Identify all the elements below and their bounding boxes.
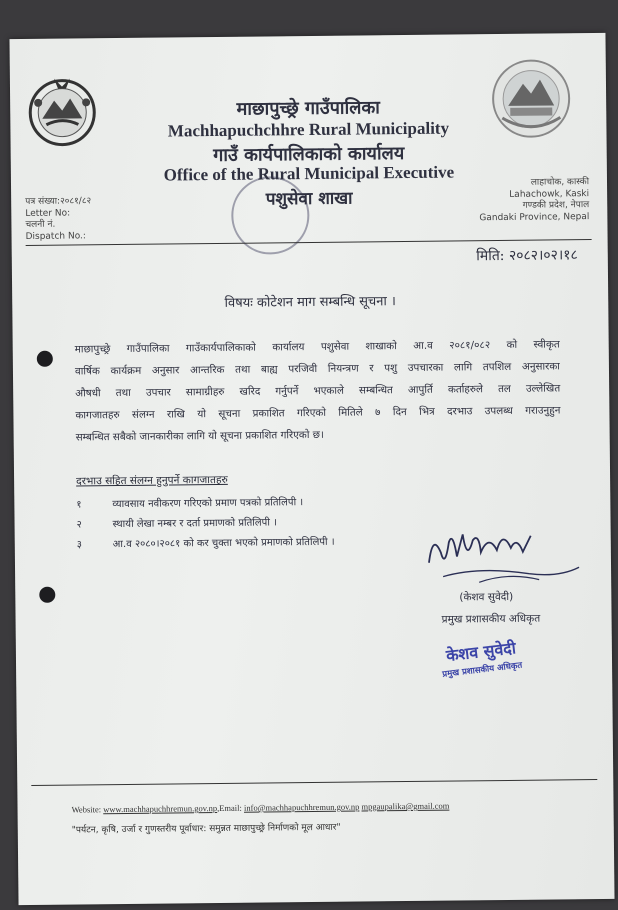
documents-heading: दरभाउ सहित संलग्न हुनुपर्ने कागजातहरु <box>76 473 228 488</box>
website-label: Website: <box>71 804 102 815</box>
letter-paper <box>9 33 614 905</box>
address-line1-nepali: लाहाचोक, कास्की <box>530 177 590 188</box>
punch-hole-top <box>37 351 53 367</box>
letter-date: मिति: २०८२।०२।१८ <box>476 247 578 265</box>
document-item-text: आ.व २०८०।२०८१ को कर चुक्ता भएको प्रमाणको प्रतिलिपी । <box>112 536 335 551</box>
branch-name: पशुसेवा शाखा <box>265 188 353 210</box>
punch-hole-bottom <box>39 587 55 603</box>
body-line-4: कागजातहरु संलग्न राखि यो सूचना प्रकाशित गरिएको मितिले ७ दिन भित्र दरभाउ उपलब्ध गराउनुहुन <box>75 404 561 422</box>
office-name-nepali: गाउँ कार्यपालिकाको कार्यालय <box>213 143 405 167</box>
email-link-gmail[interactable]: mpgaupalika@gmail.com <box>361 800 450 812</box>
footer-divider <box>31 779 597 786</box>
document-item-number: २ <box>76 519 82 531</box>
address-line2-nepali: गण्डकी प्रदेश, नेपाल <box>522 200 590 211</box>
document-item-number: १ <box>76 499 82 511</box>
dispatch-number-nepali: चलनी नं. <box>25 219 56 230</box>
municipality-name-english: Machhapuchchhre Rural Municipality <box>167 118 450 141</box>
letter-number-label: Letter No: <box>25 208 71 219</box>
header-divider <box>26 239 592 246</box>
signatory-title: प्रमुख प्रशासकीय अधिकृत <box>441 612 541 626</box>
email-label: Email: <box>219 802 242 813</box>
address-line1-english: Lahachowk, Kaski <box>509 188 590 200</box>
document-item <box>76 494 303 510</box>
body-line-3: औषधी तथा उपचार सामाग्रीहरु खरिद गर्नुपर्ने भएकाले सम्बन्धित आपुर्ति कर्ताहरुले तल उल्लेखित <box>75 382 561 400</box>
office-name-english: Office of the Rural Municipal Executive <box>163 162 455 185</box>
address-line2-english: Gandaki Province, Nepal <box>479 211 590 223</box>
email-link-info[interactable]: info@machhapuchhremun.gov.np <box>243 801 360 813</box>
document-item-number: ३ <box>76 539 83 551</box>
address-block <box>479 177 589 224</box>
municipality-name-nepali: माछापुच्छ्रे गाउँपालिका <box>236 97 381 120</box>
dispatch-number-label: Dispatch No.: <box>25 230 86 242</box>
document-item <box>77 534 335 551</box>
document-item <box>76 514 276 530</box>
document-item-text: स्थायी लेखा नम्बर र दर्ता प्रमाणको प्रतिलिपी । <box>112 517 277 531</box>
handwritten-signature <box>419 521 590 593</box>
footer-contacts: Website: www.machhapuchhremun.gov.np,Email: info@machhapuchhremun.gov.np mpgaupalika@gmail.com <box>71 800 450 815</box>
letter-subject: विषयः कोटेशन माग सम्बन्धि सूचना । <box>224 294 396 311</box>
reference-block <box>25 196 91 243</box>
stamp-title: प्रमुख प्रशासकीय अधिकृत <box>441 660 523 680</box>
website-link[interactable]: www.machhapuchhremun.gov.np <box>103 803 218 815</box>
stamp-name: केशव सुवेदी <box>445 638 517 666</box>
footer-motto: "पर्यटन, कृषि, उर्जा र गुणस्तरीय पूर्वाधार: समुन्नत माछापुच्छ्रे निर्माणको मूल आधार" <box>71 822 341 836</box>
body-line-2: वार्षिक कार्यक्रम अनुसार आन्तरिक तथा बाह्य परजिवी नियन्त्रण र पशु उपचारका लागि तपशिल अनुसारका <box>74 360 561 378</box>
body-line-1: माछापुच्छ्रे गाउँपालिका गाउँकार्यपालिकाको कार्यालय पशुसेवा शाखाको आ.व २०८१/०८२ को स्वीकृत <box>74 338 560 356</box>
letter-number-nepali: पत्र संख्या:२०८१/८२ <box>25 196 92 207</box>
signatory-name: (केशव सुवेदी) <box>459 590 514 604</box>
document-item-text: व्यावसाय नवीकरण गरिएको प्रमाण पत्रको प्रतिलिपी । <box>112 497 304 511</box>
body-line-5: सम्बन्धित सबैको जानकारीका लागि यो सूचना प्रकाशित गरिएको छ। <box>75 428 324 444</box>
